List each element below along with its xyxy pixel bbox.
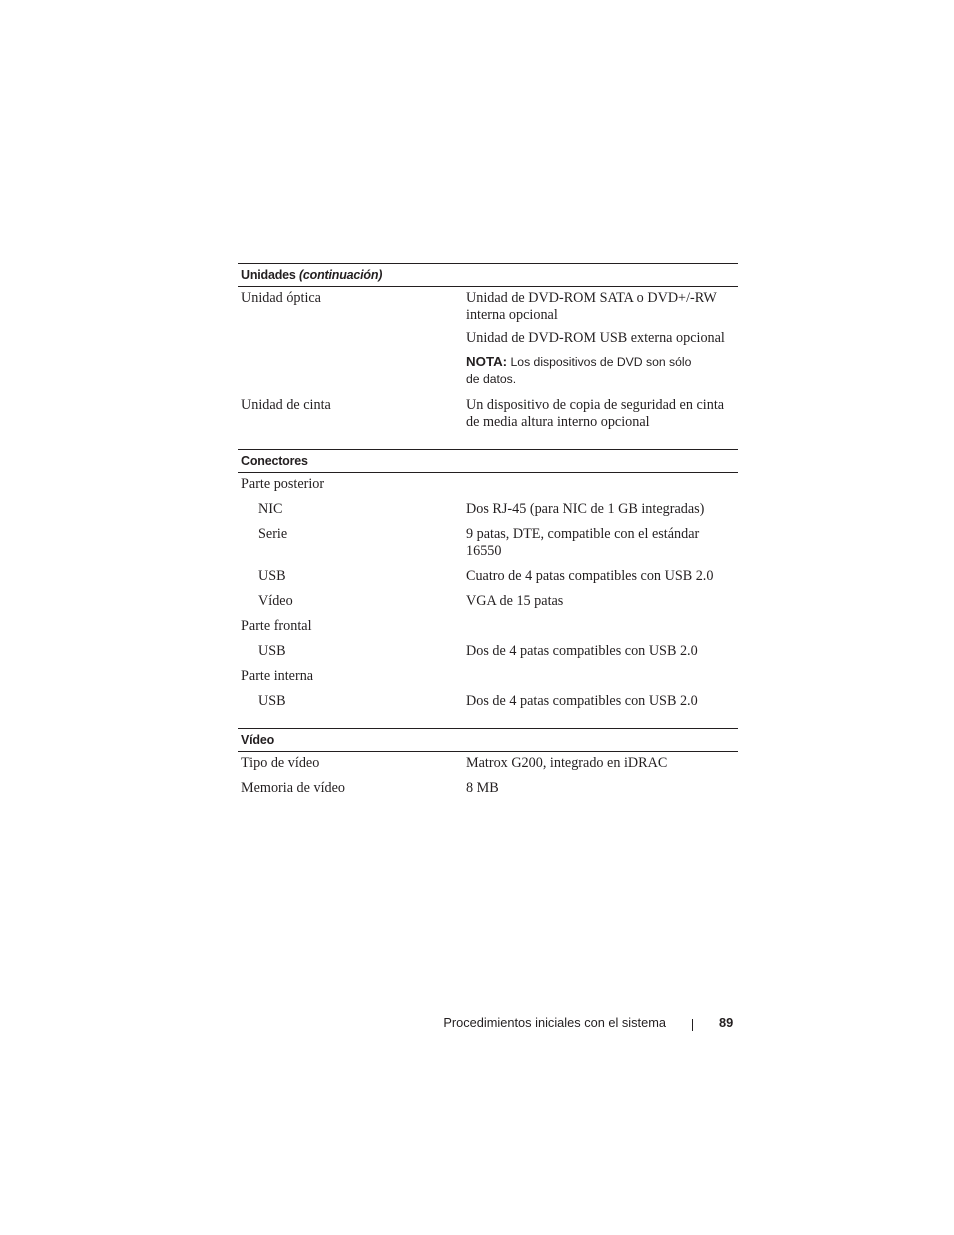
- spec-label: Unidad óptica: [241, 290, 321, 306]
- note-text-2: de datos.: [466, 372, 517, 386]
- spec-value: Cuatro de 4 patas compatibles con USB 2.0: [466, 568, 714, 584]
- spec-value: [466, 290, 734, 388]
- spec-value: Un dispositivo de copia de seguridad en cinta de media altura interno opcional: [466, 397, 725, 430]
- spec-label: Parte posterior: [241, 476, 325, 492]
- spec-row: [238, 568, 738, 585]
- spec-label: USB: [258, 693, 286, 709]
- section-header-video: [238, 728, 738, 752]
- footer-separator: [692, 1019, 693, 1031]
- note-text: Los dispositivos de DVD son sólo: [510, 355, 692, 369]
- spec-label: Vídeo: [258, 593, 293, 609]
- page-number: 89: [719, 1015, 734, 1030]
- section-title: Vídeo: [241, 733, 275, 747]
- spec-value: Dos RJ-45 (para NIC de 1 GB integradas): [466, 501, 705, 517]
- spec-group-label: [238, 618, 738, 635]
- section-body-video: [238, 752, 738, 797]
- note-label: NOTA:: [466, 354, 508, 369]
- spec-value: 8 MB: [466, 780, 499, 796]
- spec-row: [238, 693, 738, 710]
- spec-value: Matrox G200, integrado en iDRAC: [466, 755, 668, 771]
- spec-label: Parte frontal: [241, 618, 312, 634]
- spec-value: 9 patas, DTE, compatible con el estándar 16550: [466, 526, 700, 559]
- section-header-drives: [238, 263, 738, 287]
- spec-label: Tipo de vídeo: [241, 755, 320, 771]
- spec-label: Serie: [258, 526, 288, 542]
- section-body-connectors: [238, 473, 738, 728]
- section-title: Unidades: [241, 268, 296, 282]
- spec-value: VGA de 15 patas: [466, 593, 564, 609]
- spec-table: [238, 263, 738, 797]
- section-title-suffix: (continuación): [298, 268, 383, 282]
- spec-value-line: Unidad de DVD-ROM SATA o DVD+/-RW interna opcional: [466, 290, 717, 323]
- section-header-connectors: [238, 449, 738, 473]
- spec-group-label: [238, 476, 738, 493]
- spec-label: Unidad de cinta: [241, 397, 331, 413]
- spec-label: Parte interna: [241, 668, 314, 684]
- spec-row-tape: [238, 397, 738, 431]
- spec-label: NIC: [258, 501, 283, 517]
- note: [466, 353, 734, 388]
- spec-value: Dos de 4 patas compatibles con USB 2.0: [466, 643, 698, 659]
- spec-label: USB: [258, 568, 286, 584]
- spec-row: [238, 780, 738, 797]
- section-title: Conectores: [241, 454, 308, 468]
- page-footer: [0, 1015, 954, 1035]
- spec-row: [238, 501, 738, 518]
- spec-label: Memoria de vídeo: [241, 780, 346, 796]
- spec-row: [238, 755, 738, 772]
- spec-row: [238, 643, 738, 660]
- spec-row: [238, 526, 738, 560]
- footer-title: Procedimientos iniciales con el sistema: [443, 1015, 666, 1030]
- section-body-drives: [238, 287, 738, 449]
- spec-value-line: Unidad de DVD-ROM USB externa opcional: [466, 330, 725, 346]
- spec-row-optical: [238, 290, 738, 388]
- spec-row: [238, 593, 738, 610]
- spec-group-label: [238, 668, 738, 685]
- spec-value: Dos de 4 patas compatibles con USB 2.0: [466, 693, 698, 709]
- spec-label: USB: [258, 643, 286, 659]
